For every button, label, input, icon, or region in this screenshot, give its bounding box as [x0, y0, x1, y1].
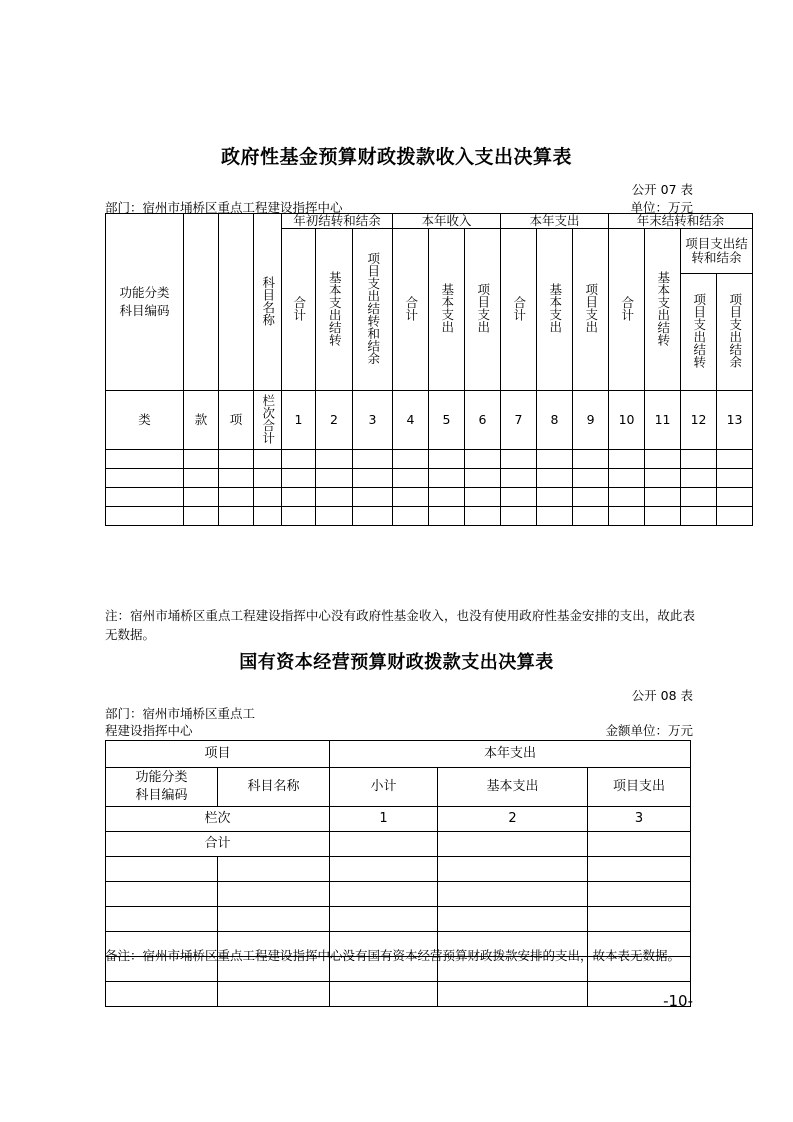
header-expense-basic: 基本支出: [537, 229, 573, 391]
table-row-column-numbers: [106, 391, 753, 450]
department-line-08-b: 程建设指挥中心: [105, 723, 193, 738]
header08-project-expense: 项目支出: [588, 768, 691, 807]
header-end-project-carry: 项目支出结转: [681, 274, 717, 391]
col-num-8: 8: [537, 391, 573, 450]
header-begin-basic: 基本支出结转: [316, 229, 353, 391]
form-number-08: 公开 08 表: [631, 688, 693, 703]
header-expense-total: 合计: [501, 229, 537, 391]
header08-subtotal: 小计: [330, 768, 438, 807]
header-subject-name: 科目名称: [254, 214, 282, 391]
header-group-end: 年末结转和结余: [609, 214, 753, 229]
table-row: [106, 450, 753, 469]
header-income-basic: 基本支出: [429, 229, 465, 391]
table-row-total-08: [106, 832, 691, 857]
header-expense-project: 项目支出: [573, 229, 609, 391]
col-num-12: 12: [681, 391, 717, 450]
col-num-1: 1: [282, 391, 316, 450]
header-group-begin: 年初结转和结余: [282, 214, 393, 229]
amount-unit-08: 金额单位：万元: [605, 723, 693, 738]
col-num-9: 9: [573, 391, 609, 450]
table-government-fund-budget: [105, 213, 753, 526]
department-line-07: 部门：宿州市埇桥区重点工程建设指挥中心: [105, 200, 343, 215]
col08-num-1: 1: [330, 807, 438, 832]
cell-lei: 类: [106, 391, 184, 450]
table-row-header-sub-08: [106, 768, 691, 807]
header08-basic-expense: 基本支出: [438, 768, 588, 807]
note-table08: 备注：宿州市埇桥区重点工程建设指挥中心没有国有资本经营预算财政拨款安排的支出，故本表无数据。: [105, 948, 681, 963]
header-income-project: 项目支出: [465, 229, 501, 391]
page-number: -10-: [663, 992, 693, 1010]
amount-unit-07: 单位：万元: [630, 200, 693, 215]
page-title-table08: 国有资本经营预算财政拨款支出决算表: [239, 652, 554, 673]
header-begin-project: 项目支出结转和结余: [353, 229, 393, 391]
header-income-total: 合计: [393, 229, 429, 391]
department-line-08-a: 部门：宿州市埇桥区重点工: [105, 706, 256, 721]
col-num-5: 5: [429, 391, 465, 450]
header08-func-code: 功能分类 科目编码: [106, 768, 218, 807]
form-number-07: 公开 07 表: [631, 182, 693, 197]
table-row: [106, 907, 691, 932]
cell-kuan: 款: [184, 391, 219, 450]
header08-subject-name: 科目名称: [218, 768, 330, 807]
header08-current-year-expense: 本年支出: [330, 741, 691, 768]
header-group-income: 本年收入: [393, 214, 501, 229]
table-row: [106, 507, 753, 526]
table-07-wrapper: [105, 213, 753, 526]
table-row-column-numbers-08: [106, 807, 691, 832]
header-end-project-balance: 项目支出结余: [717, 274, 753, 391]
header08-lanci: 栏次: [106, 807, 330, 832]
col-num-3: 3: [353, 391, 393, 450]
table-row: [106, 982, 691, 1007]
cell-xiang: 项: [219, 391, 254, 450]
col-num-4: 4: [393, 391, 429, 450]
header-func-code-line2: 科目编码: [119, 303, 170, 318]
header-end-basic: 基本支出结转: [645, 229, 681, 391]
header-group-expense: 本年支出: [501, 214, 609, 229]
col-num-11: 11: [645, 391, 681, 450]
note-table07: 注：宿州市埇桥区重点工程建设指挥中心没有政府性基金收入，也没有使用政府性基金安排的支出，故此表无数据。: [105, 608, 695, 643]
table-08-wrapper: [105, 740, 691, 1007]
table-row-header-groups: [106, 214, 753, 229]
col-num-2: 2: [316, 391, 353, 450]
table-row: [106, 469, 753, 488]
header08-total: 合计: [106, 832, 330, 857]
col-num-13: 13: [717, 391, 753, 450]
col-num-7: 7: [501, 391, 537, 450]
col-num-10: 10: [609, 391, 645, 450]
table-row: [106, 488, 753, 507]
header-end-project-group: 项目支出结转和结余: [681, 229, 753, 274]
cell-lanci-heji: 栏次合计: [254, 391, 282, 450]
header-end-total: 合计: [609, 229, 645, 391]
header-func-code-line1: 功能分类: [119, 284, 170, 300]
page-title-table07: 政府性基金预算财政拨款收入支出决算表: [220, 146, 572, 168]
header08-project: 项目: [106, 741, 330, 768]
table-row: [106, 857, 691, 882]
col-num-6: 6: [465, 391, 501, 450]
header-begin-total: 合计: [282, 229, 316, 391]
table-row-header-groups-08: [106, 741, 691, 768]
table-row: [106, 882, 691, 907]
table-state-capital-budget: [105, 740, 691, 1007]
col08-num-3: 3: [588, 807, 691, 832]
col08-num-2: 2: [438, 807, 588, 832]
